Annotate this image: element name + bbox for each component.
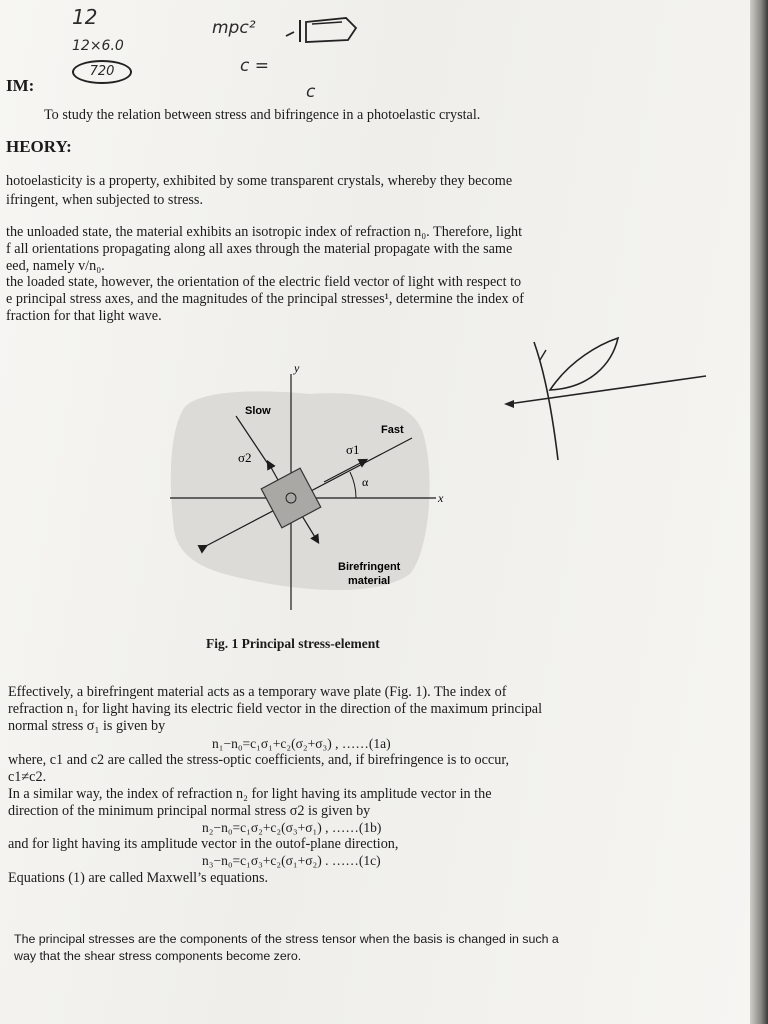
- theory-line: the unloaded state, the material exhibits an isotropic index of refraction n₀. Therefore, light: [6, 224, 523, 240]
- aim-text: To study the relation between stress and bifringence in a photoelastic crystal.: [44, 107, 481, 123]
- handwritten-note-circled: [72, 60, 132, 84]
- handwritten-note: c: [306, 82, 316, 102]
- footnote-line: way that the shear stress components become zero.: [14, 949, 302, 963]
- theory-line: the loaded state, however, the orientation of the electric field vector of light with respect to: [6, 274, 522, 290]
- body-line: Equations (1) are called Maxwell’s equations.: [8, 870, 269, 886]
- sigma1-label: σ1: [346, 442, 360, 457]
- footnote-line: The principal stresses are the components of the stress tensor when the basis is changed in such a: [14, 932, 559, 946]
- theory-line: ifringent, when subjected to stress.: [6, 192, 204, 208]
- body-line: In a similar way, the index of refraction n₂ for light having its amplitude vector in the: [8, 786, 492, 802]
- principal-stress-diagram: [160, 360, 460, 630]
- fast-label: Fast: [381, 424, 404, 436]
- body-line: refraction n₁ for light having its electric field vector in the direction of the maximum principal: [8, 701, 543, 717]
- theory-line: e principal stress axes, and the magnitudes of the principal stresses¹, determine the index of: [6, 291, 525, 307]
- theory-line: hotoelasticity is a property, exhibited by some transparent crystals, whereby they become: [6, 173, 513, 189]
- slow-label: Slow: [245, 405, 271, 417]
- figure-caption: Fig. 1 Principal stress-element: [206, 636, 380, 651]
- y-axis-label: y: [294, 361, 300, 375]
- handwritten-note: c =: [240, 56, 269, 76]
- alpha-label: α: [362, 475, 369, 489]
- body-line: Effectively, a birefringent material acts as a temporary wave plate (Fig. 1). The index of: [8, 684, 507, 700]
- theory-line: f all orientations propagating along all axes through the material propagate with the same: [6, 241, 513, 257]
- equation-1a: n₁−n₀=c₁σ₁+c₂(σ₂+σ₃) , ……(1a): [212, 736, 391, 751]
- handwritten-box-sketch: [282, 12, 368, 46]
- handwritten-note: mpc²: [212, 18, 256, 38]
- material-label-2: material: [348, 575, 391, 587]
- sigma2-label: σ2: [238, 450, 252, 465]
- handwritten-note: 12×6.0: [72, 38, 124, 54]
- body-line: where, c1 and c2 are called the stress-optic coefficients, and, if birefringence is to occur,: [8, 752, 510, 768]
- body-line: normal stress σ₁ is given by: [8, 718, 166, 734]
- handwritten-sketch: [500, 330, 720, 480]
- handwritten-note: 12: [72, 5, 98, 29]
- circled-number: 720: [89, 64, 115, 79]
- theory-line: fraction for that light wave.: [6, 308, 162, 324]
- theory-line: eed, namely v/n₀.: [6, 258, 105, 274]
- body-line: direction of the minimum principal normal stress σ2 is given by: [8, 803, 371, 819]
- equation-1b: n₂−n₀=c₁σ₂+c₂(σ₃+σ₁) , ……(1b): [202, 820, 382, 835]
- x-axis-label: x: [438, 491, 444, 505]
- theory-heading: HEORY:: [6, 137, 72, 156]
- body-line: c1≠c2.: [8, 769, 47, 785]
- page-edge-shadow: [750, 0, 768, 1024]
- body-line: and for light having its amplitude vector in the outof-plane direction,: [8, 836, 399, 852]
- equation-1c: n₃−n₀=c₁σ₃+c₂(σ₁+σ₂) . ……(1c): [202, 853, 381, 868]
- aim-heading: IM:: [6, 76, 35, 95]
- material-label-1: Birefringent: [338, 561, 401, 573]
